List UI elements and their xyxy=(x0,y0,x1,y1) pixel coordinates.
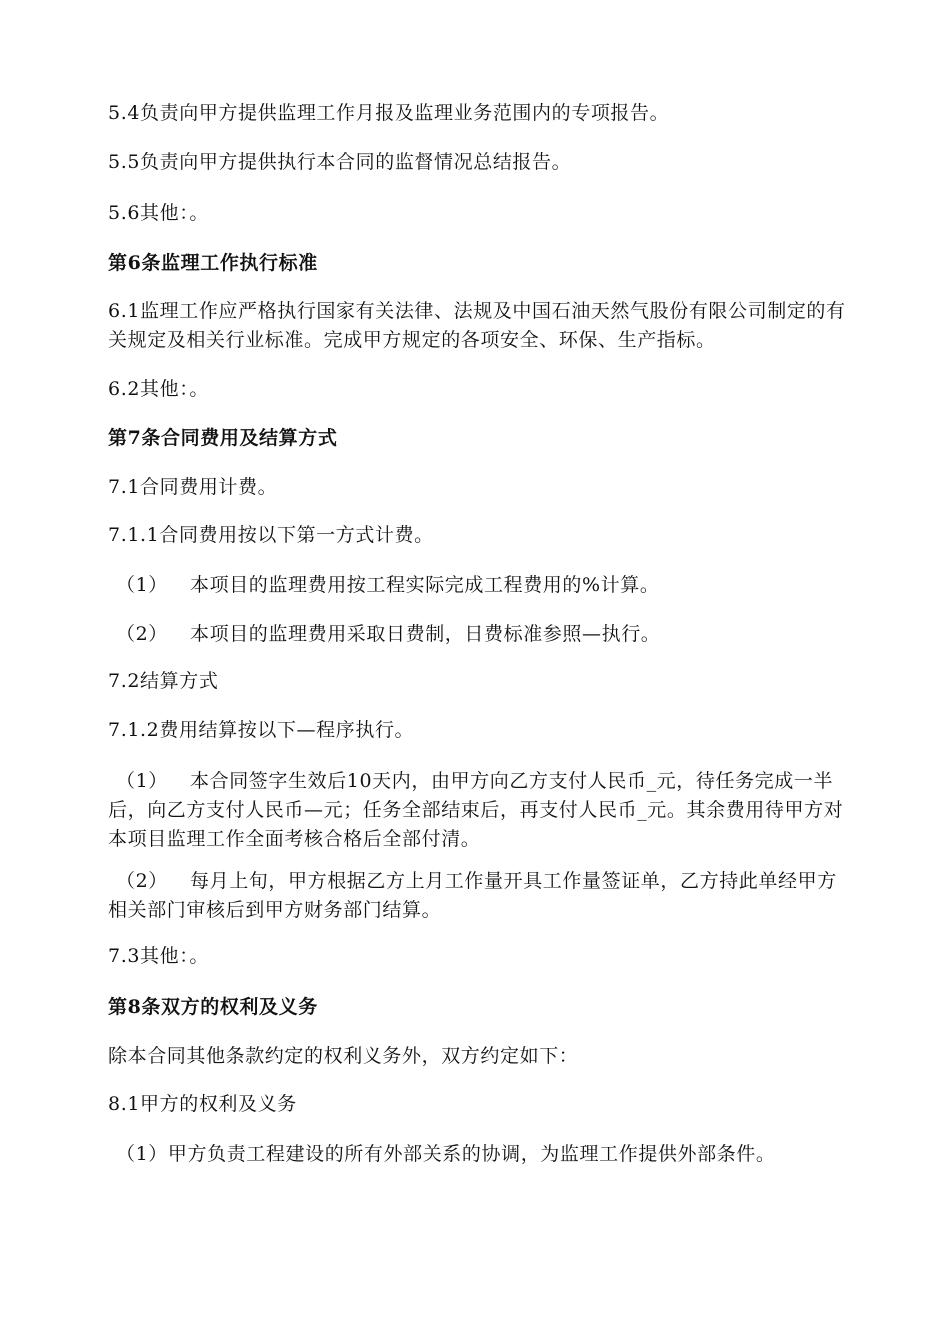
clause-5-5: 5.5负责向甲方提供执行本合同的监督情况总结报告。 xyxy=(108,151,572,173)
fee-option-1 xyxy=(108,571,844,600)
party-a-duty-1 xyxy=(108,1140,844,1169)
clause-7-1: 7.1合同费用计费。 xyxy=(108,476,278,498)
clause-5-6: 5.6其他：。 xyxy=(108,202,209,224)
item-text: 本项目的监理费用采取日费制，日费标准参照—执行。 xyxy=(190,623,661,645)
item-marker: （1） xyxy=(116,574,168,596)
item-text: 每月上旬，甲方根据乙方上月工作量开具工作量签证单，乙方持此单经甲方 相关部门审核后到甲方财务部门结算。 xyxy=(108,870,837,921)
item-marker: （2） xyxy=(116,870,168,892)
item-marker: （1） xyxy=(116,1143,168,1165)
fee-option-2 xyxy=(108,620,844,649)
clause-7-2: 7.2结算方式 xyxy=(108,670,219,692)
item-text: 本项目的监理费用按工程实际完成工程费用的%计算。 xyxy=(190,574,660,596)
clause-7-3: 7.3其他：。 xyxy=(108,945,209,967)
item-marker: （1） xyxy=(116,770,168,792)
clause-6-1: 6.1监理工作应严格执行国家有关法律、法规及中国石油天然气股份有限公司制定的有关规定及相关行业标准。完成甲方规定的各项安全、环保、生产指标。 xyxy=(108,300,846,351)
settlement-item-1 xyxy=(108,767,848,854)
clause-5-4: 5.4负责向甲方提供监理工作月报及监理业务范围内的专项报告。 xyxy=(108,102,670,124)
clause-7-1-1: 7.1.1合同费用按以下第一方式计费。 xyxy=(108,524,434,546)
item-text: 本合同签字生效后10天内，由甲方向乙方支付人民币_元，待任务完成一半后，向乙方支付人民币—元；任务全部结束后，再支付人民币_元。其余费用待甲方对本项目监理工作全面考核合格后全部付清。 xyxy=(108,770,844,850)
article-8-intro: 除本合同其他条款约定的权利义务外，双方约定如下： xyxy=(108,1045,579,1067)
clause-8-1: 8.1甲方的权利及义务 xyxy=(108,1093,297,1115)
settlement-item-2 xyxy=(108,867,848,925)
article-8-heading: 第8条双方的权利及义务 xyxy=(108,996,318,1018)
article-7-heading: 第7条合同费用及结算方式 xyxy=(108,427,338,449)
item-text: 甲方负责工程建设的所有外部关系的协调，为监理工作提供外部条件。 xyxy=(167,1143,776,1165)
article-6-heading: 第6条监理工作执行标准 xyxy=(108,252,318,274)
clause-6-2: 6.2其他：。 xyxy=(108,378,209,400)
item-marker: （2） xyxy=(116,623,168,645)
clause-7-1-2: 7.1.2费用结算按以下—程序执行。 xyxy=(108,719,415,741)
